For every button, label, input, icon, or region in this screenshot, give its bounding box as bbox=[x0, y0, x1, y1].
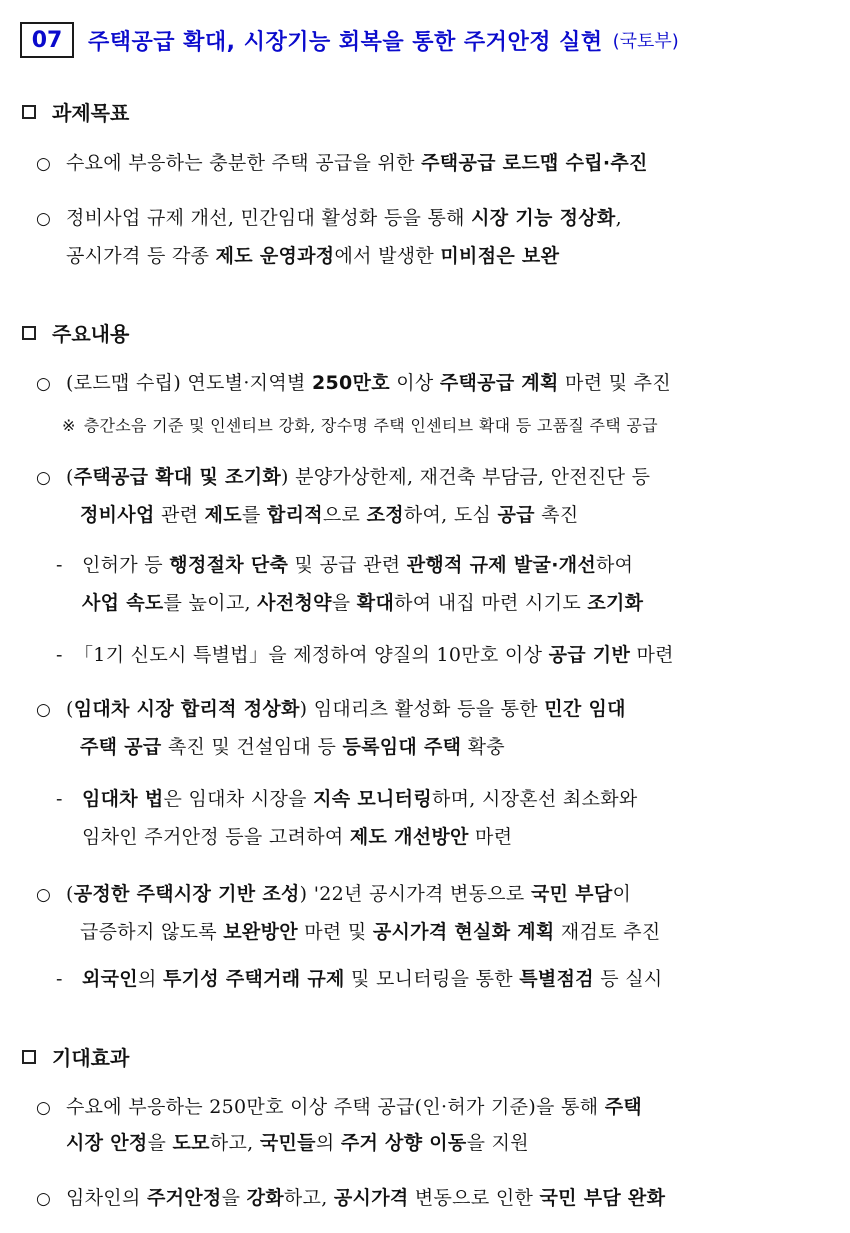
content-subitem-foreigner: - 외국인의 투기성 주택거래 규제 및 모니터링을 통한 특별점검 등 실시 bbox=[56, 968, 663, 990]
ministry-label: (국토부) bbox=[612, 31, 679, 52]
square-bullet-icon bbox=[22, 105, 36, 119]
square-bullet-icon bbox=[22, 1050, 36, 1064]
section-goal-heading: 과제목표 bbox=[22, 97, 129, 126]
goal-item-1: ○ 수요에 부응하는 충분한 주택 공급을 위한 주택공급 로드맵 수립·추진 bbox=[36, 152, 648, 174]
effect-item-1: ○ 수요에 부응하는 250만호 이상 주택 공급(인·허가 기준)을 통해 주택 bbox=[36, 1096, 643, 1118]
content-item-rental-cont: 주택 공급 촉진 및 건설임대 등 등록임대 주택 확충 bbox=[80, 736, 505, 758]
content-item-fair-market: ○ (공정한 주택시장 기반 조성) '22년 공시가격 변동으로 국민 부담이 bbox=[36, 883, 632, 905]
content-item-supply: ○ (주택공급 확대 및 조기화) 분양가상한제, 재건축 부담금, 안전진단 등 bbox=[36, 466, 651, 488]
content-subitem-permit: - 인허가 등 행정절차 단축 및 공급 관련 관행적 규제 발굴·개선하여 bbox=[56, 554, 634, 576]
section-effect-heading: 기대효과 bbox=[22, 1042, 129, 1071]
content-item-roadmap: ○ (로드맵 수립) 연도별·지역별 250만호 이상 주택공급 계획 마련 및 추진 bbox=[36, 372, 671, 394]
content-item-rental: ○ (임대차 시장 합리적 정상화) 임대리츠 활성화 등을 통한 민간 임대 bbox=[36, 698, 626, 720]
content-note: ※ 층간소음 기준 및 인센티브 강화, 장수명 주택 인센티브 확대 등 고품질 주택 공급 bbox=[62, 416, 658, 435]
task-title: 주택공급 확대, 시장기능 회복을 통한 주거안정 실현 bbox=[88, 29, 603, 55]
content-subitem-newtown: - 「1기 신도시 특별법」을 제정하여 양질의 10만호 이상 공급 기반 마련 bbox=[56, 644, 674, 666]
goal-item-2-cont: 공시가격 등 각종 제도 운영과정에서 발생한 미비점은 보완 bbox=[66, 245, 560, 267]
effect-item-1-cont: 시장 안정을 도모하고, 국민들의 주거 상향 이동을 지원 bbox=[66, 1132, 529, 1154]
content-item-supply-cont: 정비사업 관련 제도를 합리적으로 조정하여, 도심 공급 촉진 bbox=[80, 504, 579, 526]
content-subitem-lease-law-cont: 임차인 주거안정 등을 고려하여 제도 개선방안 마련 bbox=[82, 826, 513, 848]
section-content-heading: 주요내용 bbox=[22, 318, 129, 347]
task-header bbox=[20, 20, 679, 60]
task-number-box: 07 bbox=[20, 22, 74, 58]
content-subitem-lease-law: - 임대차 법은 임대차 시장을 지속 모니터링하며, 시장혼선 최소화와 bbox=[56, 788, 638, 810]
content-subitem-permit-cont: 사업 속도를 높이고, 사전청약을 확대하여 내집 마련 시기도 조기화 bbox=[82, 592, 644, 614]
goal-item-2: ○ 정비사업 규제 개선, 민간임대 활성화 등을 통해 시장 기능 정상화, bbox=[36, 207, 622, 229]
content-item-fair-market-cont: 급증하지 않도록 보완방안 마련 및 공시가격 현실화 계획 재검토 추진 bbox=[80, 921, 661, 943]
square-bullet-icon bbox=[22, 326, 36, 340]
effect-item-2: ○ 임차인의 주거안정을 강화하고, 공시가격 변동으로 인한 국민 부담 완화 bbox=[36, 1187, 666, 1209]
